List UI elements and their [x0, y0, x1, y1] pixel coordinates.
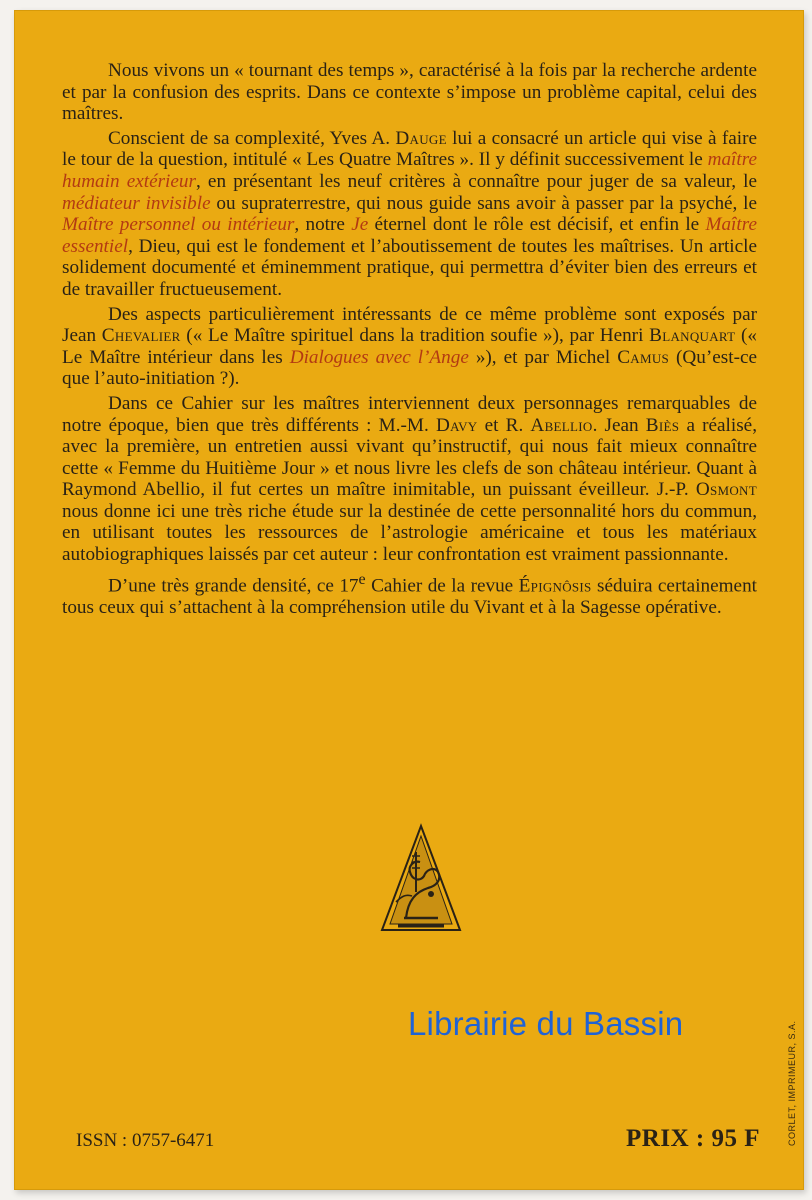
- text-run: , notre: [294, 214, 352, 236]
- italic-term: maître humain extérieur: [62, 149, 757, 192]
- author-name: Chevalier: [101, 325, 181, 347]
- paragraph-2: [62, 128, 757, 301]
- paragraph-1: [62, 60, 757, 125]
- text-run: séduira certainement tous ceux qui s’attachent à la compréhension utile du Vivant et à la Sagesse opérative.: [62, 575, 757, 618]
- text-run: Cahier de la revue: [365, 575, 519, 597]
- ordinal-suffix: e: [358, 570, 366, 588]
- italic-term: Maître essentiel: [62, 214, 757, 257]
- text-run: et R.: [477, 414, 531, 436]
- italic-term: Maître personnel ou intérieur: [62, 214, 295, 236]
- price-value: 95 F: [711, 1125, 760, 1152]
- italic-term: Je: [351, 214, 369, 236]
- text-run: (Qu’est-ce que l’auto-initiation ?).: [62, 346, 758, 390]
- text-run: (« Le Maître spirituel dans la tradition soufie »), par Henri: [180, 325, 650, 347]
- paragraph-4: [62, 393, 757, 566]
- author-name: Camus: [617, 346, 670, 368]
- text-run: a réalisé, avec la première, un entretien aussi vivant qu’instructif, qui nous fait mieux connaître cette « Femme du Huitième Jour » et nous livre les clefs de son château intérieur. Quant à Raymond Abellio, il fut certes un maître inimitable, un puissant éveilleur. J.-P.: [62, 414, 757, 501]
- paragraph-5: [62, 569, 757, 619]
- text-run: , en présentant les neuf critères à connaître pour juger de sa valeur, le: [195, 170, 757, 192]
- text-run: éternel dont le rôle est décisif, et enfin le: [368, 214, 706, 236]
- text-run: nous donne ici une très riche étude sur la destinée de cette personnalité hors du commun, en utilisant toutes les ressources de l’astrologie américaine et tous les matériaux autobiographiques laissés par cet auteur : leur confrontation est vraiment passionnante.: [62, 500, 757, 566]
- text-run: Dans ce Cahier sur les maîtres interviennent deux personnages remarquables de notre époque, bien que très différents : M.-M.: [62, 392, 757, 436]
- back-cover-blurb: [62, 60, 757, 621]
- text-run: lui a consacré un article qui vise à faire le tour de la question, intitulé « Les Quatre Maîtres ». Il y définit successivement le: [62, 127, 757, 171]
- author-name: Biès: [645, 414, 680, 436]
- text-run: . Jean: [592, 414, 646, 436]
- price-label: PRIX :: [626, 1125, 705, 1152]
- lion-emblem-icon: [376, 822, 466, 942]
- author-name: Abellio: [530, 414, 593, 436]
- store-watermark: Librairie du Bassin: [408, 1005, 684, 1042]
- text-run: D’une très grande densité, ce 17: [108, 575, 359, 597]
- author-name: Osmont: [695, 479, 757, 501]
- text-run: Conscient de sa complexité, Yves A.: [108, 127, 396, 149]
- text-run: , Dieu, qui est le fondement et l’aboutissement de toutes les maîtrises. Un article solidement documenté et éminemment pratique, qui permettra d’éviter bien des erreurs et de travailler fructueusement.: [62, 235, 757, 300]
- issn-label: ISSN : 0757-6471: [76, 1130, 215, 1151]
- author-name: Épignôsis: [518, 575, 592, 597]
- text-run: »), et par Michel: [468, 346, 618, 368]
- text-run: Des aspects particulièrement intéressants de ce même problème sont exposés par Jean: [62, 303, 757, 347]
- printer-credit: CORLET, IMPRIMEUR, S.A.: [787, 1020, 797, 1146]
- price: [626, 1125, 760, 1153]
- text-run: ou supraterrestre, qui nous guide sans avoir à passer par la psyché, le: [210, 192, 757, 214]
- italic-term: médiateur invisible: [62, 192, 211, 214]
- text-run: (« Le Maître intérieur dans les: [62, 325, 758, 368]
- italic-term: Dialogues avec l’Ange: [289, 346, 469, 368]
- text-run: Nous vivons un « tournant des temps », caractérisé à la fois par la recherche ardente et par la confusion des esprits. Dans ce contexte s’impose un problème capital, celui des maîtres.: [62, 60, 757, 125]
- author-name: Davy: [435, 414, 478, 436]
- author-name: Dauge: [395, 127, 447, 149]
- paragraph-3: [62, 304, 757, 390]
- author-name: Blanquart: [649, 325, 736, 347]
